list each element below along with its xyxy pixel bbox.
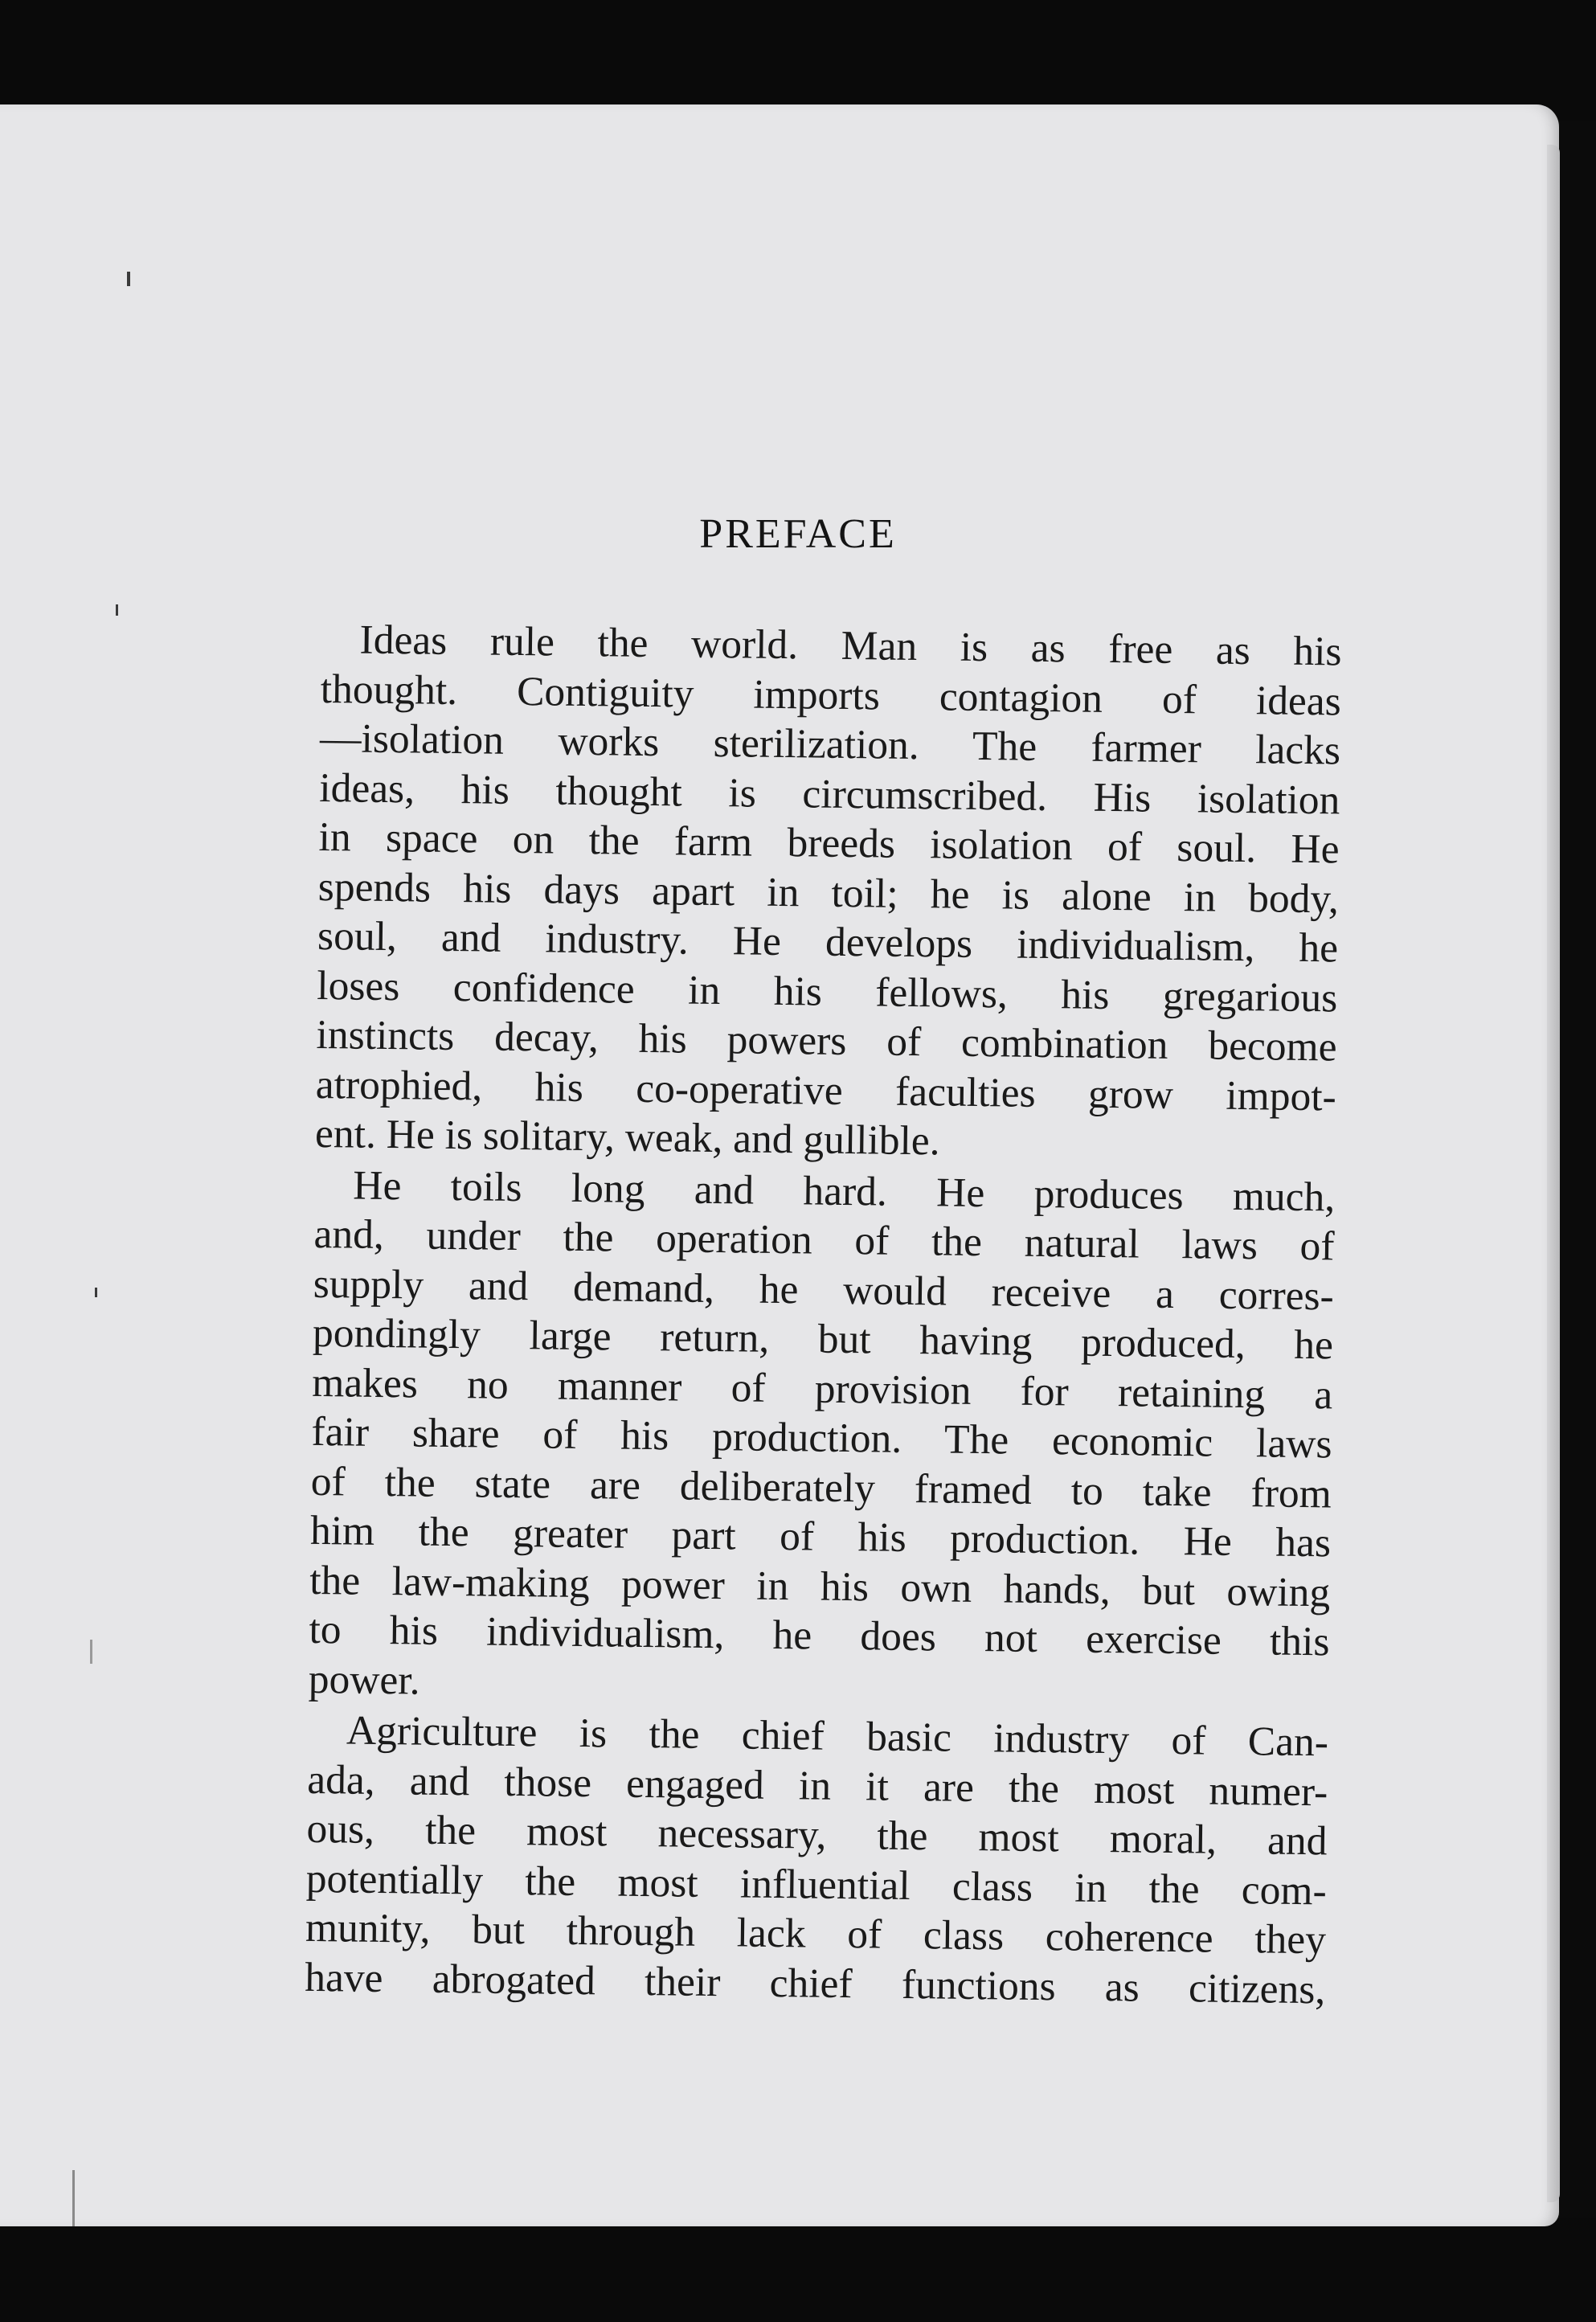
scan-background-top <box>0 0 1596 121</box>
margin-mark <box>127 272 130 286</box>
margin-mark <box>72 2170 75 2226</box>
text-line: him the greater part of his production. He has <box>309 1507 1332 1566</box>
text-line: loses confidence in his fellows, his gregarious <box>317 962 1338 1021</box>
text-line: makes no manner of provision for retaining a <box>311 1359 1333 1418</box>
margin-mark <box>116 604 118 616</box>
text-line: have abrogated their chief functions as citizens, <box>304 1954 1326 2013</box>
text-line: Ideas rule the world. Man is as free as his <box>359 616 1342 675</box>
text-line: ada, and those engaged in it are the most numer- <box>306 1756 1328 1815</box>
paragraph-2 <box>308 1160 1335 1716</box>
page-edge <box>1547 145 1560 2202</box>
text-line: He toils long and hard. He produces much, <box>352 1162 1336 1220</box>
text-line: Agriculture is the chief basic industry of Can- <box>346 1707 1329 1766</box>
preface-body <box>305 615 1342 2014</box>
paragraph-3 <box>305 1706 1328 2014</box>
text-line: of the state are deliberately framed to take from <box>310 1458 1332 1517</box>
margin-mark <box>90 1640 92 1664</box>
text-line: ideas, his thought is circumscribed. His isolation <box>319 764 1340 823</box>
text-line: ent. He is solitary, weak, and gullible. <box>314 1110 940 1165</box>
text-line: the law-making power in his own hands, but owing <box>309 1557 1331 1616</box>
margin-mark <box>95 1288 97 1297</box>
text-line: potentially the most influential class in the com- <box>305 1855 1328 1914</box>
text-line: soul, and industry. He develops individualism, he <box>317 912 1339 972</box>
text-line: instincts decay, his powers of combination become <box>316 1011 1337 1071</box>
text-line: in space on the farm breeds isolation of soul. He <box>318 813 1340 873</box>
text-line: fair share of his production. The economic laws <box>311 1408 1332 1468</box>
text-line: munity, but through lack of class coherence they <box>305 1904 1327 1964</box>
text-line: power. <box>308 1656 420 1704</box>
paragraph-1 <box>315 615 1342 1171</box>
text-line: pondingly large return, but having produced, he <box>312 1309 1334 1369</box>
text-line: thought. Contiguity imports contagion of ideas <box>320 665 1342 725</box>
page-heading: PREFACE <box>699 511 897 557</box>
text-line: —isolation works sterilization. The farmer lacks <box>319 715 1341 774</box>
scan-background-bottom <box>0 2218 1596 2322</box>
text-line: spends his days apart in toil; he is alone in body, <box>317 863 1340 922</box>
text-line: supply and demand, he would receive a corres- <box>313 1260 1335 1319</box>
text-line: and, under the operation of the natural laws of <box>313 1210 1335 1270</box>
text-line: atrophied, his co-operative faculties grow impot- <box>315 1061 1337 1120</box>
text-line: to his individualism, he does not exercise this <box>309 1606 1330 1665</box>
text-line: ous, the most necessary, the most moral, and <box>306 1805 1328 1865</box>
